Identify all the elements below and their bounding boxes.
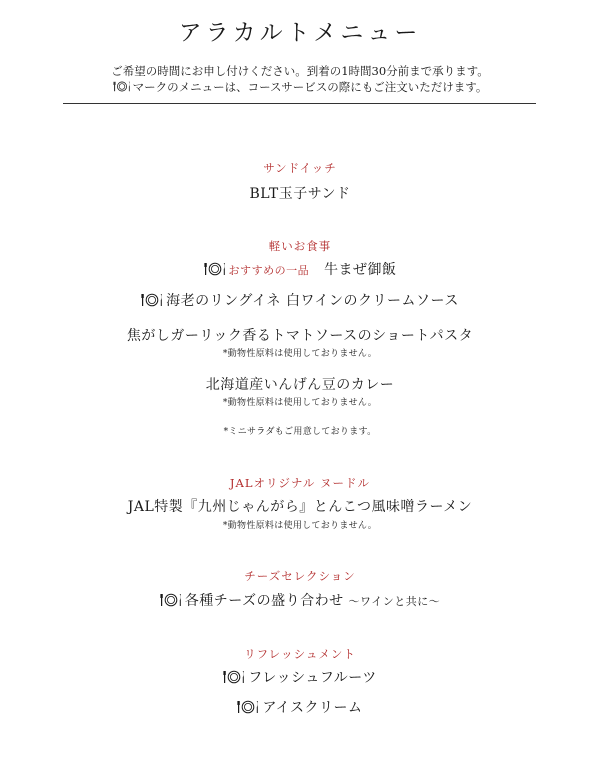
intro-line-2 xyxy=(0,79,600,95)
menu-item-bean-curry: 北海道産いんげん豆のカレー xyxy=(205,377,395,393)
intro-line-2-text: マークのメニューは、コースサービスの際にもご注文いただけます。 xyxy=(132,80,488,94)
plate-cutlery-icon xyxy=(237,700,259,714)
intro-line-1: ご希望の時間にお申し付けください。到着の1時間30分前まで承ります。 xyxy=(111,64,489,78)
menu-item-note: *動物性原料は使用しておりません。 xyxy=(222,521,378,531)
page-title: アラカルトメニュー xyxy=(178,20,422,46)
divider xyxy=(63,103,536,104)
recommended-label: おすすめの一品 xyxy=(228,264,310,277)
menu-item-beef-rice xyxy=(0,259,600,279)
menu-item-shrimp-linguine xyxy=(0,290,600,310)
menu-item-name: 海老のリングイネ 白ワインのクリームソース xyxy=(166,293,459,309)
plate-cutlery-icon xyxy=(160,593,182,607)
section-footnote: *ミニサラダもご用意しております。 xyxy=(223,427,377,437)
intro-text xyxy=(0,63,600,95)
menu-item-fresh-fruit xyxy=(0,667,600,687)
menu-item-suffix: ～ワインと共に～ xyxy=(348,595,441,608)
section-title-light-meals: 軽いお食事 xyxy=(268,239,332,253)
menu-item-note: *動物性原料は使用しておりません。 xyxy=(222,398,378,408)
menu-item-ramen: JAL特製『九州じゃんがら』とんこつ風味噌ラーメン xyxy=(127,499,473,515)
plate-cutlery-icon xyxy=(113,81,131,92)
section-title-jal-noodle: JALオリジナル ヌードル xyxy=(229,476,371,490)
menu-item-note: *動物性原料は使用しておりません。 xyxy=(222,349,378,359)
menu-item-blt-sandwich: BLT玉子サンド xyxy=(249,186,351,202)
menu-item-name: フレッシュフルーツ xyxy=(248,670,377,686)
menu-item-cheese-platter xyxy=(0,590,600,610)
menu-item-garlic-pasta: 焦がしガーリック香るトマトソースのショートパスタ xyxy=(126,328,474,344)
plate-cutlery-icon xyxy=(223,670,245,684)
section-title-refreshment: リフレッシュメント xyxy=(244,647,356,661)
menu-item-name: 牛まぜ御飯 xyxy=(323,262,397,278)
section-title-cheese: チーズセレクション xyxy=(244,569,356,583)
menu-item-name: アイスクリーム xyxy=(262,700,363,716)
plate-cutlery-icon xyxy=(204,262,226,276)
menu-item-ice-cream xyxy=(0,697,600,717)
plate-cutlery-icon xyxy=(141,293,163,307)
section-title-sandwich: サンドイッチ xyxy=(263,161,337,175)
menu-item-name: 各種チーズの盛り合わせ xyxy=(184,593,344,609)
